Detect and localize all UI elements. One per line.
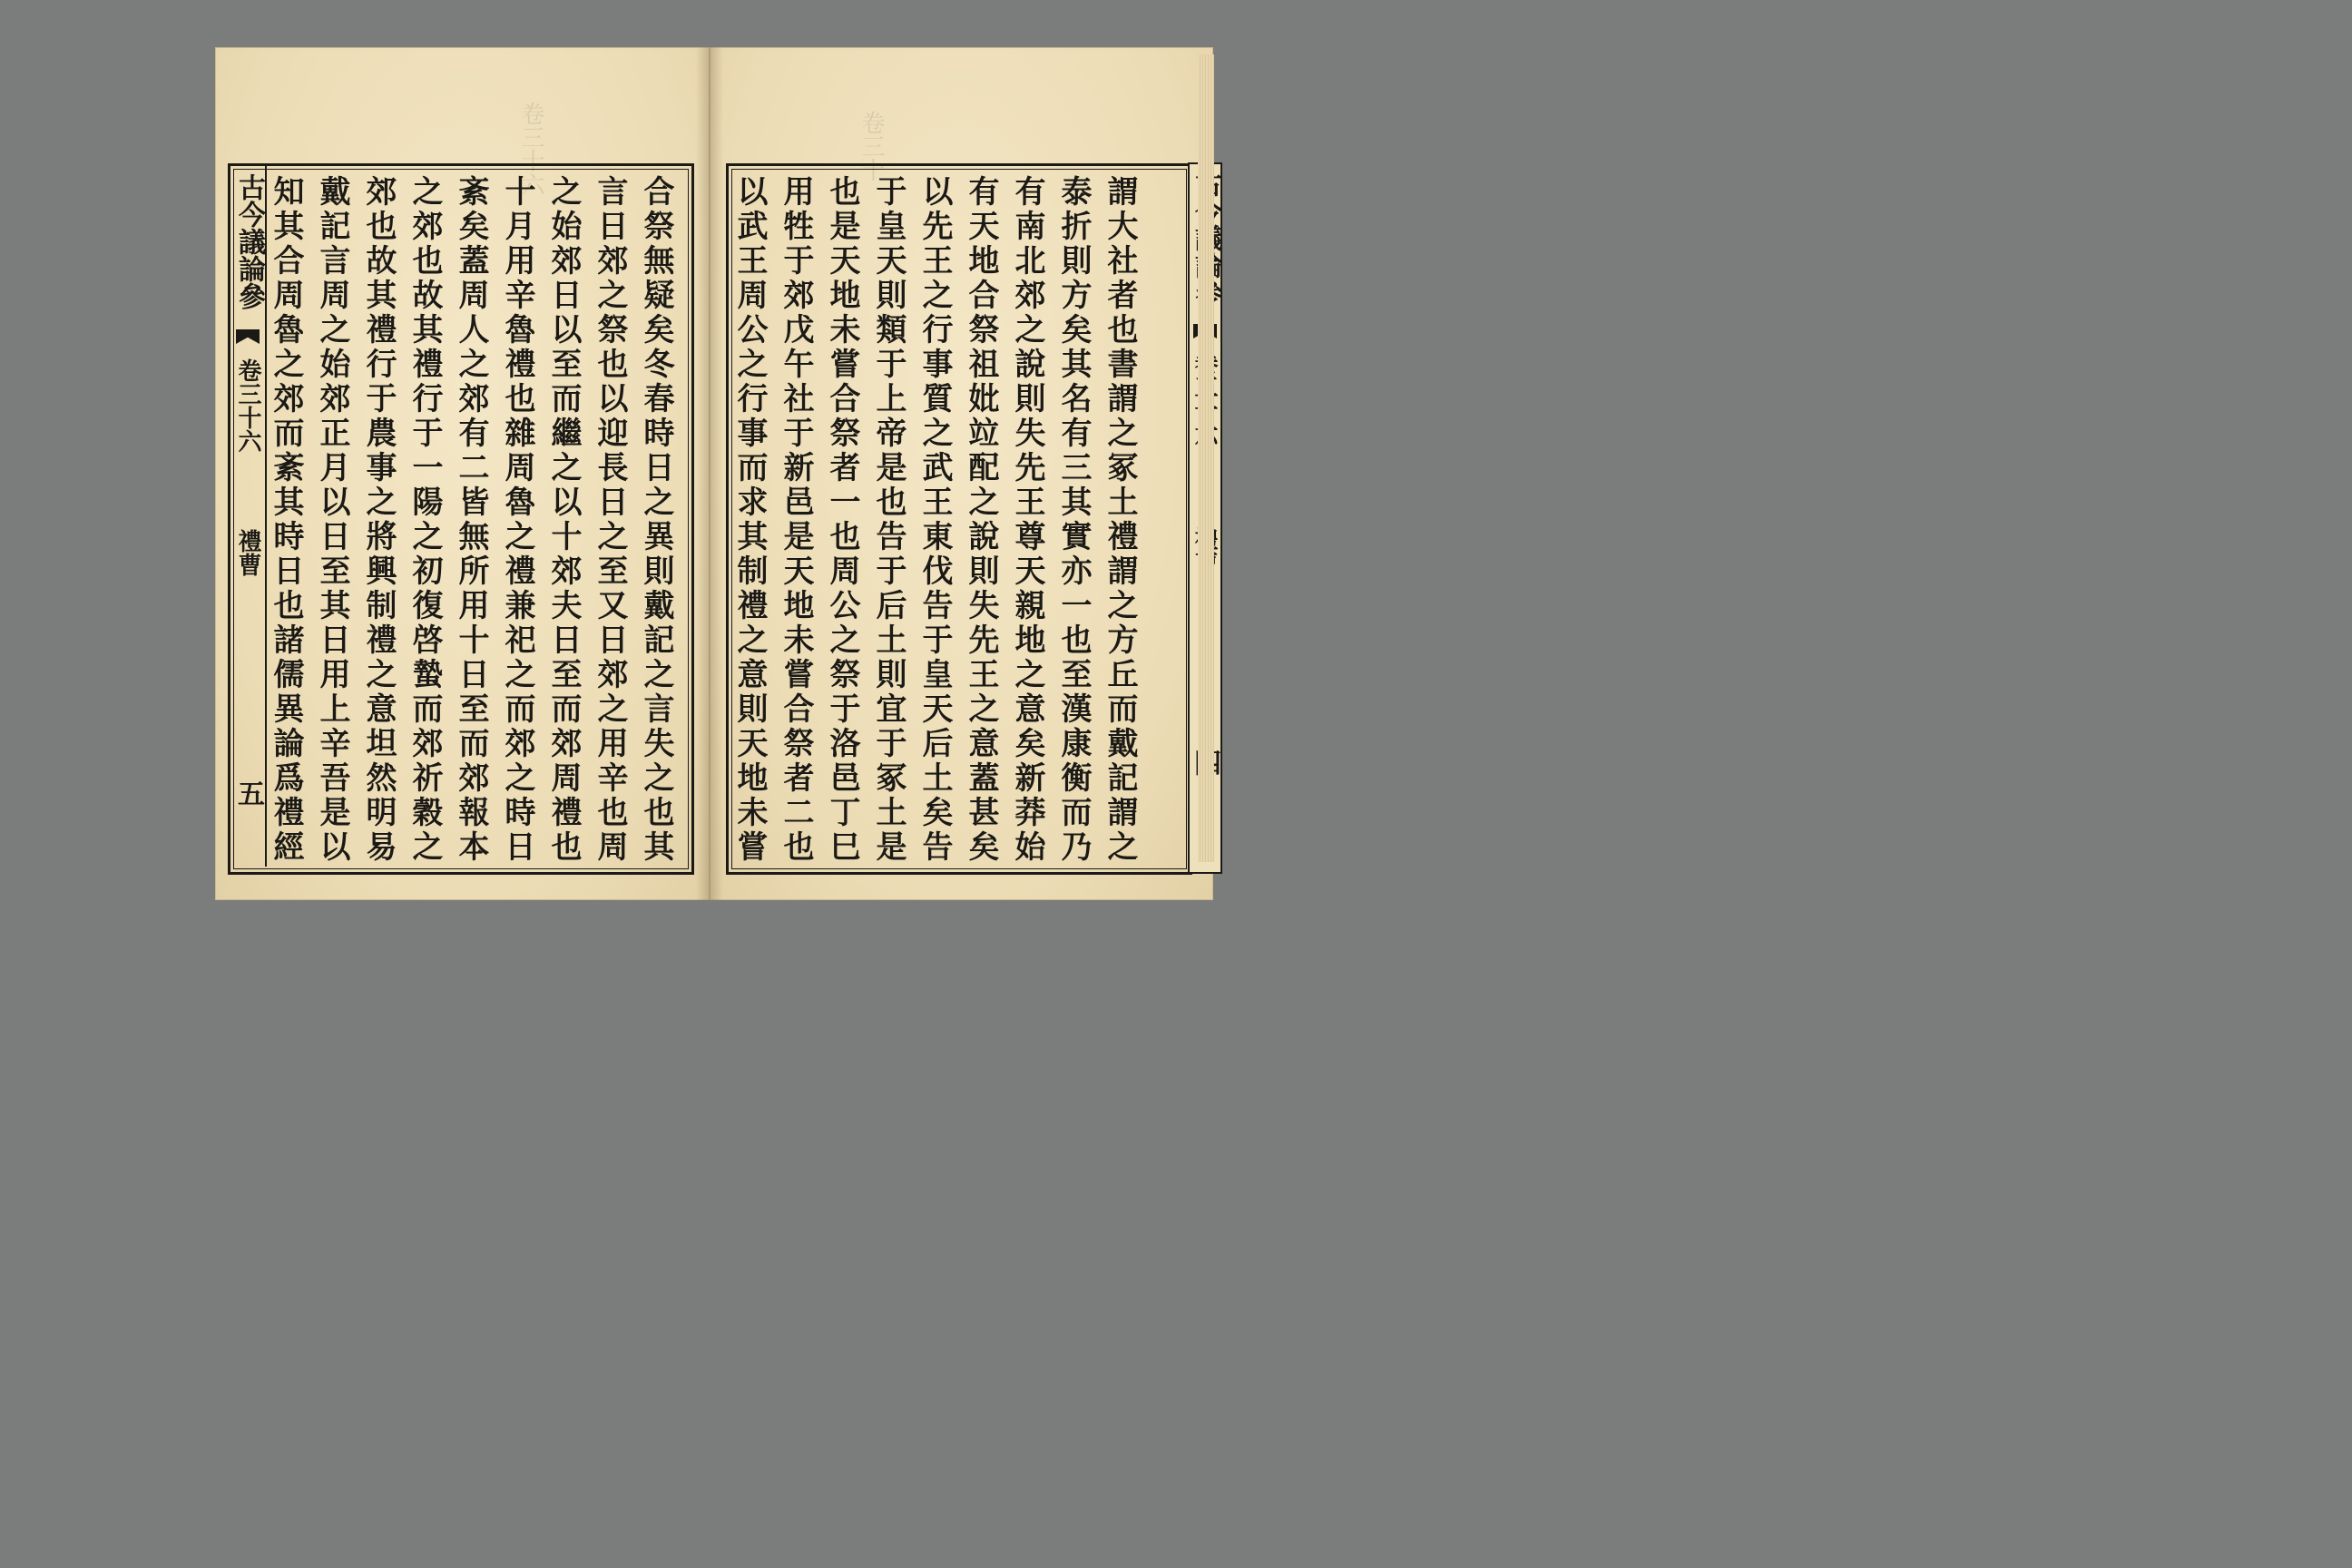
- right-page-column: 于皇天則類于上帝是也告于后土則宜于冢土是: [870, 175, 906, 865]
- left-banner-title: 古今議論參: [233, 173, 265, 309]
- left-page-column: 合祭無疑矣冬春時日之異則戴記之言失之也其: [638, 175, 674, 865]
- left-text-frame: [228, 163, 694, 875]
- left-fish-tail-mark: [236, 329, 260, 344]
- left-banner-volume: 卷三十六: [234, 358, 261, 453]
- left-page: [215, 47, 710, 900]
- left-page-column: 知其合周魯之郊而紊其時日也諸儒異論爲禮經: [268, 175, 304, 865]
- book-gutter: [696, 47, 723, 900]
- page-edge-stack: [1198, 54, 1214, 862]
- left-page-column: 十月用辛魯禮也雜周魯之禮兼祀之而郊之時日: [499, 175, 535, 865]
- left-text-columns: [267, 175, 684, 865]
- right-text-frame: [726, 163, 1192, 875]
- right-page-column: 也是天地未嘗合祭者一也周公之祭于洛邑丁巳: [824, 175, 860, 865]
- left-page-column: 戴記言周之始郊正月以日至其日用上辛吾是以: [314, 175, 350, 865]
- right-page: [710, 47, 1213, 900]
- left-page-column: 之始郊日以至而繼之以十郊夫日至而郊周禮也: [545, 175, 582, 865]
- left-banner-section: 禮曹: [234, 529, 261, 576]
- open-book: [215, 47, 1213, 900]
- right-page-column: 有天地合祭祖妣竝配之說則失先王之意蓋甚矣: [963, 175, 999, 865]
- right-page-column: 謂大社者也書謂之冢土禮謂之方丘而戴記謂之: [1102, 175, 1138, 865]
- right-page-column: 以武王周公之行事而求其制禮之意則天地未嘗: [731, 175, 768, 865]
- right-page-column: 用牲于郊戊午社于新邑是天地未嘗合祭者二也: [778, 175, 814, 865]
- right-page-column: 以先王之行事質之武王東伐告于皇天后土矣告: [916, 175, 953, 865]
- right-page-column: 泰折則方矣其名有三其實亦一也至漢康衡而乃: [1055, 175, 1092, 865]
- left-page-column: 言日郊之祭也以迎長日之至又日郊之用辛也周: [592, 175, 628, 865]
- left-bleed-through-text: 卷三十六: [517, 102, 544, 196]
- left-page-column: 之郊也故其禮行于一陽之初復啓蟄而郊祈穀之: [407, 175, 443, 865]
- right-page-column: 有南北郊之說則失先王尊天親地之意矣新莽始: [1009, 175, 1045, 865]
- left-page-number: 五: [232, 779, 264, 807]
- left-page-column: 紊矣蓋周人之郊有二皆無所用十日至而郊報本: [453, 175, 489, 865]
- right-text-columns: [731, 175, 1148, 865]
- left-page-column: 郊也故其禮行于農事之將興制禮之意坦然明易: [360, 175, 397, 865]
- right-bleed-through-text: 卷三十: [858, 111, 885, 181]
- left-banner: [232, 166, 267, 867]
